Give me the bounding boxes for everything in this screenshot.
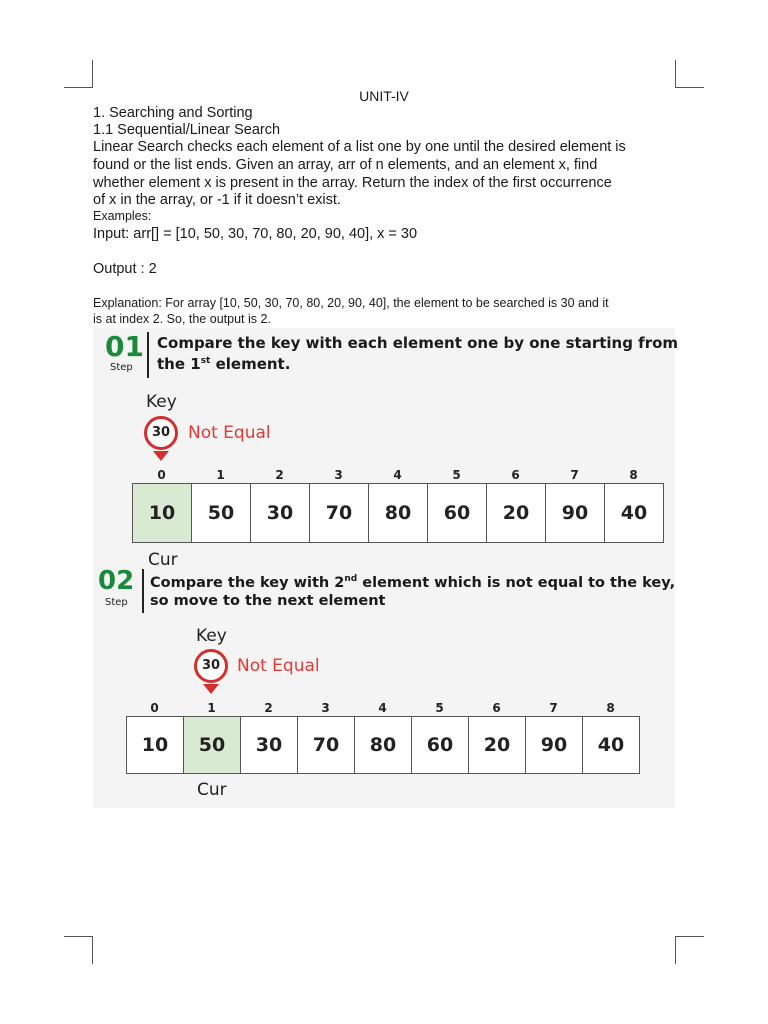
step-description — [150, 570, 675, 610]
array-index-label: 8 — [606, 701, 615, 715]
explanation-line: is at index 2. So, the output is 2. — [93, 312, 271, 326]
array-index-label: 3 — [321, 701, 330, 715]
array-index-label: 5 — [452, 468, 461, 482]
array-cell-current: 50 — [183, 716, 241, 774]
array-cell: 30 — [250, 483, 310, 543]
array-cell: 20 — [486, 483, 546, 543]
cur-label: Cur — [148, 550, 178, 570]
array-index-label: 4 — [393, 468, 402, 482]
array-index-label: 2 — [275, 468, 284, 482]
paragraph-line: of x in the array, or -1 if it doesn’t exist. — [93, 192, 341, 208]
array-cell: 70 — [297, 716, 355, 774]
array-index-label: 5 — [435, 701, 444, 715]
step-divider — [142, 569, 144, 613]
cur-label: Cur — [197, 780, 227, 800]
step-description-line2: the 1st element. — [157, 355, 291, 373]
step-label: Step — [110, 362, 133, 373]
array-cell: 40 — [604, 483, 664, 543]
step-divider — [147, 332, 149, 378]
crop-mark-bottom-left-v — [92, 936, 93, 964]
array-cell: 20 — [468, 716, 526, 774]
array-index-label: 6 — [511, 468, 520, 482]
array-cell: 90 — [525, 716, 583, 774]
array-cell: 10 — [126, 716, 184, 774]
step-number: 02 — [98, 566, 135, 596]
key-circle: 30 — [144, 416, 178, 450]
section-heading: 1. Searching and Sorting — [93, 105, 253, 121]
array-index-label: 1 — [216, 468, 225, 482]
array-cell: 60 — [427, 483, 487, 543]
output-line: Output : 2 — [93, 261, 157, 277]
subsection-heading: 1.1 Sequential/Linear Search — [93, 122, 281, 138]
step-description-line1: Compare the key with each element one by one starting from — [157, 334, 679, 352]
array-cell: 70 — [309, 483, 369, 543]
key-label: Key — [196, 626, 227, 646]
array-cell: 50 — [191, 483, 251, 543]
array-cell-current: 10 — [132, 483, 192, 543]
comparison-status: Not Equal — [188, 423, 271, 443]
array-cell: 80 — [368, 483, 428, 543]
key-label: Key — [146, 392, 177, 412]
step-label: Step — [105, 597, 128, 608]
array-cell: 60 — [411, 716, 469, 774]
array-index-label: 7 — [570, 468, 579, 482]
array-index-label: 7 — [549, 701, 558, 715]
linear-search-figure — [93, 328, 679, 808]
step-number: 01 — [105, 330, 144, 363]
step-description — [157, 334, 678, 373]
paragraph-line: whether element x is present in the array. Return the index of the first occurrence — [93, 175, 612, 191]
step-description-line1: Compare the key with 2nd element which is not equal to the key, — [150, 574, 676, 591]
array-index-label: 2 — [264, 701, 273, 715]
array-index-label: 6 — [492, 701, 501, 715]
explanation-line: Explanation: For array [10, 50, 30, 70, 80, 20, 90, 40], the element to be searched is 30 and it — [93, 296, 609, 310]
array-cell: 80 — [354, 716, 412, 774]
key-circle: 30 — [194, 649, 228, 683]
unit-title: UNIT-IV — [359, 88, 409, 104]
crop-mark-top-right-v — [675, 60, 676, 88]
crop-mark-top-left-v — [92, 60, 93, 88]
crop-mark-bottom-left-h — [64, 936, 93, 937]
array-cell: 90 — [545, 483, 605, 543]
array-index-label: 4 — [378, 701, 387, 715]
crop-mark-bottom-right-h — [675, 936, 704, 937]
array-cell: 40 — [582, 716, 640, 774]
paragraph-line: found or the list ends. Given an array, arr of n elements, and an element x, find — [93, 157, 598, 173]
crop-mark-bottom-right-v — [675, 936, 676, 964]
array-index-label: 1 — [207, 701, 216, 715]
array-index-label: 3 — [334, 468, 343, 482]
examples-label: Examples: — [93, 209, 152, 223]
paragraph-line: Linear Search checks each element of a list one by one until the desired element is — [93, 139, 626, 155]
key-pointer-icon — [153, 451, 169, 461]
array-index-label: 0 — [150, 701, 159, 715]
step-description-line2: so move to the next element — [150, 592, 386, 609]
array-index-label: 0 — [157, 468, 166, 482]
comparison-status: Not Equal — [237, 656, 320, 676]
input-line: Input: arr[] = [10, 50, 30, 70, 80, 20, 90, 40], x = 30 — [93, 226, 418, 242]
array-cell: 30 — [240, 716, 298, 774]
array-index-label: 8 — [629, 468, 638, 482]
key-pointer-icon — [203, 684, 219, 694]
